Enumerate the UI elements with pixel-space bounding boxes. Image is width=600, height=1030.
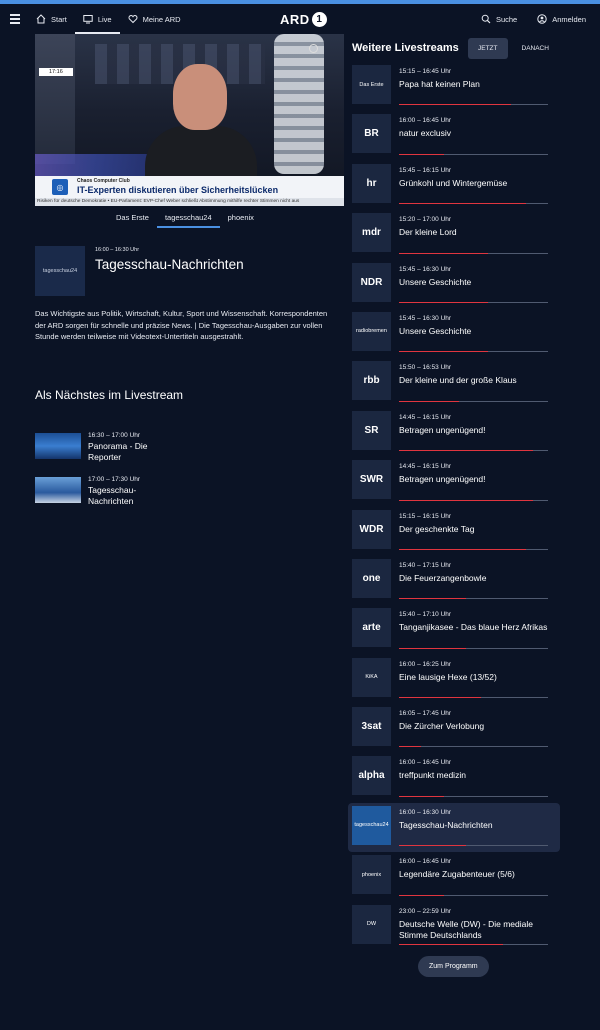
livestream-item[interactable]	[348, 161, 560, 210]
progress-bar	[399, 845, 548, 846]
livestream-item[interactable]	[348, 358, 560, 407]
progress-fill	[399, 796, 444, 797]
livestream-time: 15:40 – 17:15 Uhr	[399, 561, 452, 569]
progress-bar	[399, 598, 548, 599]
livestream-time: 16:00 – 16:45 Uhr	[399, 117, 452, 125]
livestream-info	[399, 855, 556, 898]
livestream-time: 15:40 – 17:10 Uhr	[399, 611, 452, 619]
ard-logo[interactable]	[280, 11, 327, 27]
livestream-time: 14:45 – 16:15 Uhr	[399, 413, 452, 421]
livestream-item[interactable]	[348, 457, 560, 506]
next-item[interactable]	[35, 476, 168, 506]
progress-bar	[399, 450, 548, 451]
livestream-title: Betragen ungenügend!	[399, 474, 486, 485]
progress-fill	[399, 648, 466, 649]
livestream-title: Betragen ungenügend!	[399, 424, 486, 435]
login-button[interactable]	[537, 4, 586, 34]
livestream-title: treffpunkt medizin	[399, 770, 466, 781]
livestream-info	[399, 559, 556, 602]
now-title: Tagesschau-Nachrichten	[95, 257, 244, 272]
tagesschau-icon: ◎	[52, 179, 68, 195]
channel-logo: one	[352, 559, 391, 598]
progress-bar	[399, 401, 548, 402]
livestream-time: 23:00 – 22:59 Uhr	[399, 907, 452, 915]
channel-logo: rbb	[352, 361, 391, 400]
channel-logo: radiobremen	[352, 312, 391, 351]
progress-fill	[399, 845, 466, 846]
livestream-info	[399, 510, 556, 553]
livestream-item[interactable]	[348, 852, 560, 901]
tab-tagesschau24[interactable]: tagesschau24	[157, 206, 220, 228]
channel-logo: BR	[352, 114, 391, 153]
channel-logo: 3sat	[352, 707, 391, 746]
livestream-info	[399, 806, 556, 849]
livestream-info	[399, 65, 556, 108]
livestream-title: Die Feuerzangenbowle	[399, 572, 487, 583]
nav-meine-ard-label: Meine ARD	[142, 14, 181, 24]
livestream-time: 15:45 – 16:30 Uhr	[399, 314, 452, 322]
progress-bar	[399, 203, 548, 204]
user-icon	[537, 14, 547, 24]
progress-bar	[399, 746, 548, 747]
video-time-badge: 17:16	[39, 68, 73, 76]
livestream-time: 16:00 – 16:45 Uhr	[399, 759, 452, 767]
now-time: 16:00 – 16:30 Uhr	[95, 247, 140, 253]
livestream-time: 16:00 – 16:45 Uhr	[399, 858, 452, 866]
heart-icon	[128, 14, 138, 24]
nav-meine-ard[interactable]	[120, 4, 189, 34]
livestream-title: Der kleine und der große Klaus	[399, 375, 517, 386]
progress-fill	[399, 253, 488, 254]
progress-fill	[399, 450, 533, 451]
livestream-item[interactable]	[348, 111, 560, 160]
lower-third-subtitle: Chaos Computer Club	[77, 178, 130, 184]
broadcast-logo-icon	[309, 44, 318, 53]
livestream-info	[399, 114, 556, 157]
lower-third-title: IT-Experten diskutieren über Sicherheitslücken	[77, 185, 279, 195]
livestreams-heading: Weitere Livestreams	[352, 42, 459, 54]
livestream-time: 15:20 – 17:00 Uhr	[399, 216, 452, 224]
progress-bar	[399, 154, 548, 155]
livestream-item[interactable]	[348, 260, 560, 309]
video-player[interactable]	[35, 34, 344, 206]
livestream-title: Legendäre Zugabenteuer (5/6)	[399, 869, 515, 880]
progress-fill	[399, 746, 421, 747]
channel-logo: hr	[352, 164, 391, 203]
livestream-title: Der kleine Lord	[399, 227, 457, 238]
livestream-list	[348, 62, 560, 951]
progress-bar	[399, 302, 548, 303]
livestream-title: Eine lausige Hexe (13/52)	[399, 671, 497, 682]
livestream-info	[399, 905, 556, 948]
program-button[interactable]: Zum Programm	[418, 956, 489, 977]
ard-one-icon: 1	[312, 12, 327, 27]
livestream-title: Der geschenkte Tag	[399, 523, 475, 534]
channel-logo: tagesschau24	[352, 806, 391, 845]
livestream-time: 15:15 – 16:15 Uhr	[399, 512, 452, 520]
lower-third	[35, 176, 344, 198]
progress-fill	[399, 598, 466, 599]
progress-bar	[399, 895, 548, 896]
progress-fill	[399, 549, 526, 550]
livestream-info	[399, 164, 556, 207]
channel-logo: KiKA	[352, 658, 391, 697]
livestream-info	[399, 213, 556, 256]
livestream-item[interactable]	[348, 803, 560, 852]
next-thumbnail	[35, 433, 81, 459]
top-navigation	[0, 4, 600, 34]
progress-fill	[399, 302, 488, 303]
search-button[interactable]	[481, 4, 517, 34]
menu-icon[interactable]	[10, 14, 20, 23]
studio-decoration	[274, 34, 324, 174]
livestream-title: Grünkohl und Wintergemüse	[399, 177, 508, 188]
nav-start-label: Start	[51, 14, 67, 24]
livestream-time: 16:00 – 16:30 Uhr	[399, 808, 452, 816]
channel-logo: SWR	[352, 460, 391, 499]
livestream-time: 15:15 – 16:45 Uhr	[399, 68, 452, 75]
login-label: Anmelden	[552, 14, 586, 24]
now-button[interactable]: JETZT	[468, 38, 508, 59]
progress-fill	[399, 944, 503, 945]
now-channel-logo: tagesschau24	[35, 246, 85, 296]
livestream-info	[399, 707, 556, 750]
livestream-item[interactable]	[348, 556, 560, 605]
channel-logo: SR	[352, 411, 391, 450]
next-time: 17:00 – 17:30 Uhr	[88, 476, 141, 483]
channel-logo: DW	[352, 905, 391, 944]
livestream-title: Die Zürcher Verlobung	[399, 721, 485, 732]
progress-fill	[399, 203, 526, 204]
channel-logo: NDR	[352, 263, 391, 302]
progress-fill	[399, 154, 444, 155]
channel-tabs	[108, 206, 262, 228]
livestream-info	[399, 608, 556, 651]
livestream-title: natur exclusiv	[399, 128, 451, 139]
livestream-item[interactable]	[348, 210, 560, 259]
progress-bar	[399, 549, 548, 550]
channel-logo: mdr	[352, 213, 391, 252]
progress-bar	[399, 253, 548, 254]
next-time: 16:30 – 17:00 Uhr	[88, 432, 141, 439]
progress-bar	[399, 944, 548, 945]
progress-bar	[399, 500, 548, 501]
livestream-title: Unsere Geschichte	[399, 325, 472, 336]
nav-live-label: Live	[97, 14, 112, 24]
channel-logo: WDR	[352, 510, 391, 549]
livestream-time: 14:45 – 16:15 Uhr	[399, 463, 452, 471]
progress-bar	[399, 648, 548, 649]
livestream-title: Deutsche Welle (DW) - Die mediale Stimme Deutschlands	[399, 918, 533, 940]
home-icon	[36, 14, 46, 24]
livestream-title: Unsere Geschichte	[399, 276, 472, 287]
progress-bar	[399, 351, 548, 352]
progress-fill	[399, 697, 481, 698]
channel-logo: alpha	[352, 756, 391, 795]
livestreams-toggle	[468, 38, 559, 59]
progress-bar	[399, 104, 548, 105]
header-actions	[481, 4, 586, 34]
progress-fill	[399, 500, 533, 501]
livestream-info	[399, 312, 556, 355]
tab-phoenix[interactable]: phoenix	[227, 212, 254, 222]
later-button[interactable]: DANACH	[521, 45, 549, 52]
logo-text: ARD	[280, 11, 310, 27]
next-heading: Als Nächstes im Livestream	[35, 388, 184, 402]
livestream-info	[399, 756, 556, 799]
next-item[interactable]	[35, 432, 168, 462]
livestream-time: 16:00 – 16:25 Uhr	[399, 660, 452, 668]
nav-live[interactable]	[75, 4, 120, 34]
livestream-item[interactable]	[348, 753, 560, 802]
livestream-item[interactable]	[348, 309, 560, 358]
livestream-item[interactable]	[348, 62, 560, 111]
progress-fill	[399, 895, 444, 896]
search-icon	[481, 14, 491, 24]
progress-bar	[399, 796, 548, 797]
progress-fill	[399, 351, 488, 352]
livestream-info	[399, 460, 556, 503]
channel-logo: arte	[352, 608, 391, 647]
livestream-item[interactable]	[348, 408, 560, 457]
livestream-item[interactable]	[348, 902, 560, 951]
now-description: Das Wichtigste aus Politik, Wirtschaft, Kultur, Sport und Wissenschaft. Korrespondenten der ARD sorgen für schnelle und präzise News. | Die Tagesschau-Ausgaben zur vollen Stunde werden teilweise mit Videotext-Untertiteln ausgestrahlt.	[35, 309, 328, 341]
livestream-item[interactable]	[348, 605, 560, 654]
livestream-info	[399, 263, 556, 306]
livestream-time: 15:45 – 16:30 Uhr	[399, 265, 452, 273]
livestream-time: 15:45 – 16:15 Uhr	[399, 166, 452, 174]
livestream-info	[399, 411, 556, 454]
channel-logo: phoenix	[352, 855, 391, 894]
livestream-info	[399, 361, 556, 404]
tv-icon	[83, 14, 93, 24]
news-ticker: Risiken für deutsche Demokratie • EU-Parlament: EVP-Chef Weber schließt Abstimmung mithilfe rechter Stimmen nicht aus	[35, 198, 344, 206]
main-nav	[28, 4, 189, 34]
progress-bar	[399, 697, 548, 698]
livestream-time: 15:50 – 16:53 Uhr	[399, 364, 452, 372]
livestream-title: Papa hat keinen Plan	[399, 79, 480, 89]
livestream-info	[399, 658, 556, 701]
next-title: Panorama - Die Reporter	[88, 441, 148, 462]
progress-fill	[399, 401, 459, 402]
livestream-item[interactable]	[348, 507, 560, 556]
livestream-item[interactable]	[348, 655, 560, 704]
livestream-title: Tanganjikasee - Das blaue Herz Afrikas	[399, 622, 548, 633]
livestream-title: Tagesschau-Nachrichten	[399, 819, 493, 830]
presenter-head	[173, 64, 227, 130]
livestream-time: 16:05 – 17:45 Uhr	[399, 710, 452, 718]
studio-wall	[35, 34, 75, 164]
channel-logo: Das Erste	[352, 65, 391, 104]
search-label: Suche	[495, 14, 518, 24]
progress-fill	[399, 104, 511, 105]
tab-das-erste[interactable]: Das Erste	[116, 212, 149, 222]
next-title: Tagesschau-Nachrichten	[88, 485, 137, 506]
nav-start[interactable]	[28, 4, 75, 34]
next-thumbnail	[35, 477, 81, 503]
livestream-item[interactable]	[348, 704, 560, 753]
